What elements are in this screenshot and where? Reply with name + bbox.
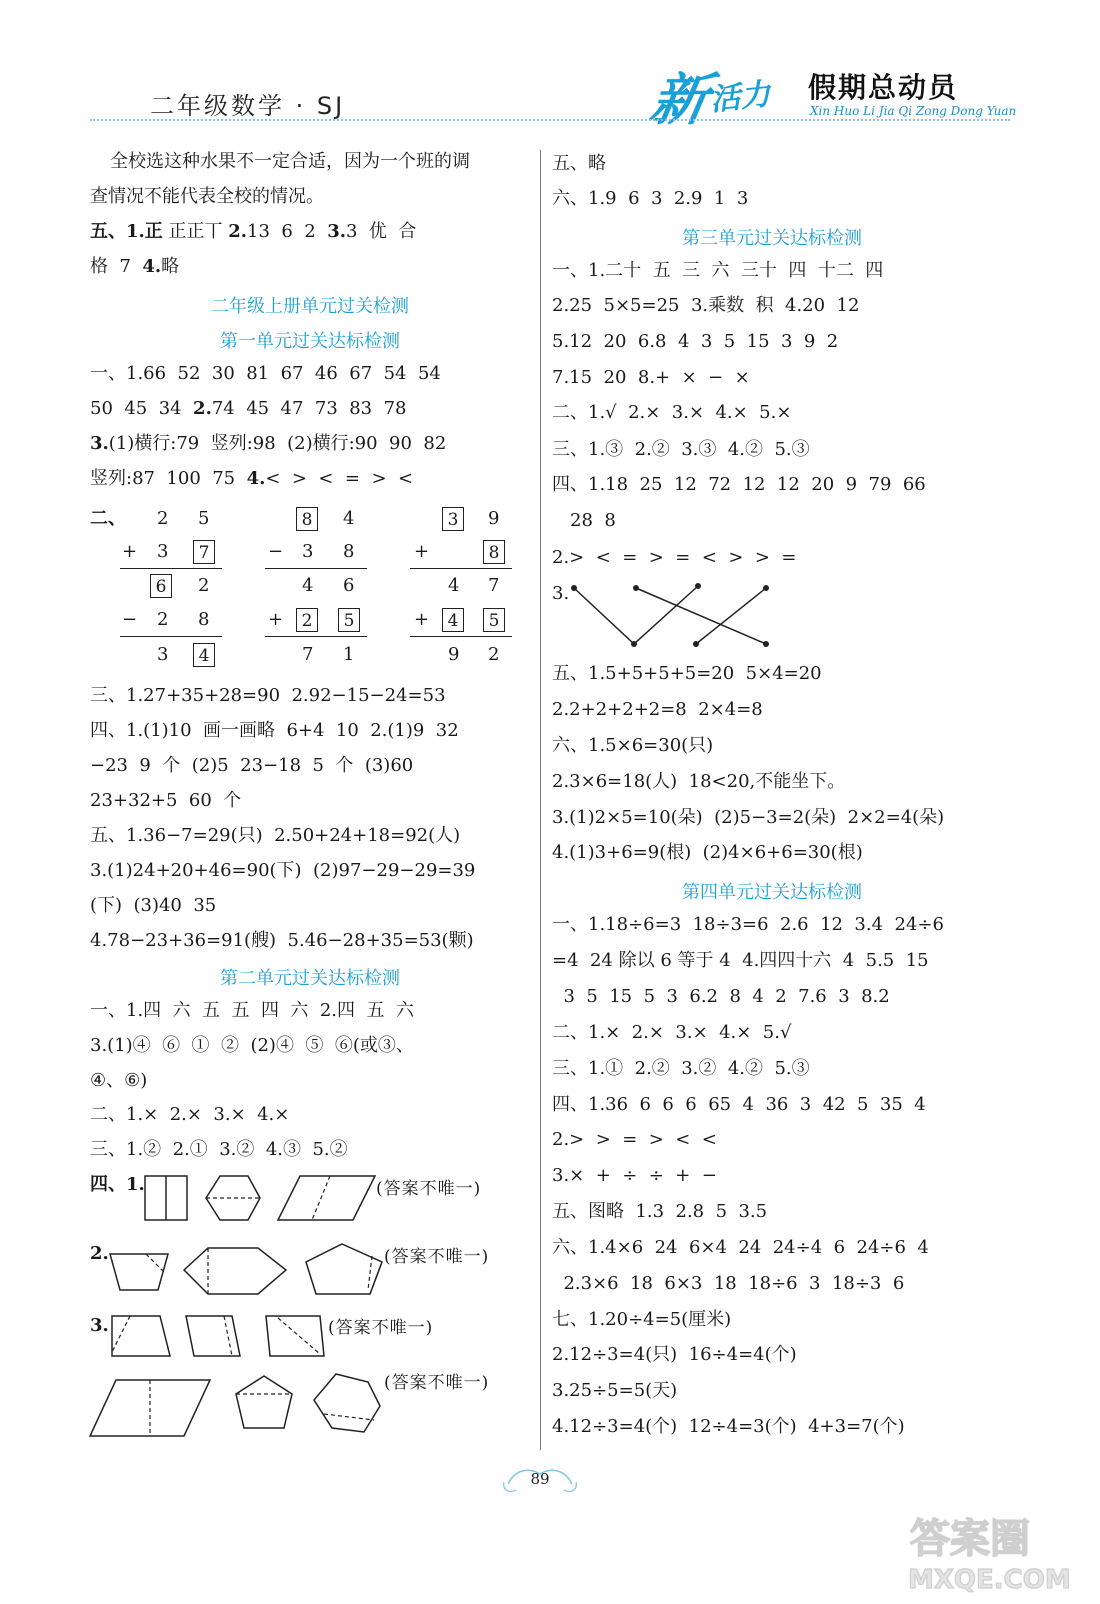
- answer-line: 5.12 20 6.8 4 3 5 15 3 9 2: [552, 331, 839, 352]
- operator: −: [122, 609, 138, 630]
- digit: 1: [343, 644, 355, 665]
- digit: 4: [302, 575, 314, 596]
- question-label: 四、1.: [90, 1174, 145, 1195]
- answer-line: 2.> > = > < <: [552, 1129, 717, 1150]
- watermark-top: 答案圈: [910, 1516, 1030, 1562]
- answer-seg: (1)横行:79 竖列:98 (2)横行:90 90 82: [108, 433, 447, 454]
- answer-line: 五、1.36−7=29(只) 2.50+24+18=92(人): [90, 825, 461, 846]
- answer-seg: 竖列:87 100 75: [90, 468, 247, 489]
- digit: 7: [302, 644, 314, 665]
- answer-line: 五、图略 1.3 2.8 5 3.5: [552, 1201, 768, 1222]
- digit: 6: [343, 575, 355, 596]
- sum-line: [265, 636, 367, 637]
- answer-line: ④、⑥): [90, 1070, 148, 1091]
- digit: 8: [343, 541, 355, 562]
- answer-line: 二、1.√ 2.× 3.× 4.× 5.×: [552, 402, 792, 423]
- answer-line: 五、略: [552, 153, 606, 174]
- digit: 2: [157, 508, 169, 529]
- answer-line: 一、1.二十 五 三 六 三十 四 十二 四: [552, 260, 884, 281]
- answer-line: 23+32+5 60 个: [90, 790, 242, 811]
- answer-line: 28 8: [570, 510, 616, 531]
- answer-seg: 3.: [90, 433, 109, 454]
- geometry-figure: [108, 1312, 328, 1362]
- answer-line: 三、1.③ 2.② 3.③ 4.② 5.③: [552, 439, 810, 460]
- answer-line: 3.(1)24+20+46=90(下) (2)97−29−29=39: [90, 860, 476, 881]
- digit: 3: [157, 541, 169, 562]
- digit: 3: [302, 541, 314, 562]
- section-title: 第四单元过关达标检测: [682, 882, 862, 903]
- question-label: 二、: [90, 508, 126, 529]
- answer-line: (下) (3)40 35: [90, 895, 217, 916]
- answer-box: 5: [338, 608, 360, 632]
- answer-line: 三、1.27+35+28=90 2.92−15−24=53: [90, 685, 446, 706]
- matching-lines-figure: [570, 582, 780, 652]
- operator: +: [122, 541, 138, 562]
- brand-logo-big: 新: [645, 68, 709, 133]
- sum-line: [120, 636, 222, 637]
- answer-line: 二、1.× 2.× 3.× 4.×: [90, 1104, 290, 1125]
- answer-line: 2.2+2+2+2=8 2×4=8: [552, 699, 763, 720]
- answer-line: =4 24 除以 6 等于 4 4.四四十六 4 5.5 15: [552, 950, 929, 971]
- answer-box: 8: [296, 507, 318, 531]
- answer-line: 查情况不能代表全校的情况。: [90, 186, 324, 207]
- answer-box: 4: [442, 608, 464, 632]
- note-text: (答案不唯一): [384, 1247, 490, 1267]
- answer-line: −23 9 个 (2)5 23−18 5 个 (3)60: [90, 755, 414, 776]
- answer-line: 3.(1)④ ⑥ ① ② (2)④ ⑤ ⑥(或③、: [90, 1035, 414, 1056]
- brand-pinyin: Xin Huo Li Jia Qi Zong Dong Yuan: [810, 104, 1017, 118]
- operator: +: [414, 609, 430, 630]
- answer-box: 8: [483, 540, 505, 564]
- note-text: (答案不唯一): [328, 1318, 434, 1338]
- answer-line: 3.× + ÷ ÷ + −: [552, 1165, 717, 1186]
- note-text: (答案不唯一): [376, 1179, 482, 1199]
- answer-line: 三、1.② 2.① 3.② 4.③ 5.②: [90, 1139, 348, 1160]
- digit: 8: [198, 609, 210, 630]
- question-label: 3.: [90, 1315, 109, 1336]
- sum-line: [410, 636, 512, 637]
- answer-line: 3.: [552, 583, 570, 604]
- answer-line: 4.(1)3+6=9(根) (2)4×6+6=30(根): [552, 842, 863, 863]
- answer-box: 3: [442, 507, 464, 531]
- answer-line: 2.25 5×5=25 3.乘数 积 4.20 12: [552, 295, 860, 316]
- answer-seg: 4.: [246, 468, 266, 489]
- brand-title: 假期总动员: [808, 71, 959, 104]
- digit: 9: [448, 644, 460, 665]
- answer-line: 四、1.18 25 12 72 12 12 20 9 79 66: [552, 474, 926, 495]
- answer-line: 2.3×6=18(人) 18<20,不能坐下。: [552, 771, 846, 792]
- geometry-figure: [88, 1370, 388, 1440]
- question-label: 2.: [90, 1243, 109, 1264]
- sum-line: [265, 568, 367, 569]
- answer-seg: 五、1.正: [90, 221, 163, 242]
- answer-seg: 3 优 合: [345, 221, 417, 242]
- answer-line: 四、1.36 6 6 6 65 4 36 3 42 5 35 4: [552, 1094, 926, 1115]
- digit: 3: [157, 644, 169, 665]
- answer-line: [90, 255, 179, 279]
- column-divider: [540, 150, 541, 1450]
- digit: 9: [488, 508, 500, 529]
- section-title: 第三单元过关达标检测: [682, 228, 862, 249]
- answer-line: 六、1.5×6=30(只): [552, 735, 714, 756]
- operator: −: [268, 541, 284, 562]
- answer-line: 七、1.20÷4=5(厘米): [552, 1309, 732, 1330]
- watermark-logo-mark: [900, 1500, 1100, 1600]
- answer-line: [90, 220, 416, 244]
- section-title: 二年级上册单元过关检测: [211, 296, 409, 317]
- digit: 5: [198, 508, 210, 529]
- sum-line: [120, 568, 222, 569]
- answer-line: 2.> < = > = < > > =: [552, 547, 797, 568]
- answer-line: 六、1.9 6 3 2.9 1 3: [552, 188, 749, 209]
- answer-box: 7: [193, 540, 215, 564]
- digit: 2: [488, 644, 500, 665]
- operator: +: [268, 609, 284, 630]
- page-number-text: 89: [530, 1470, 550, 1488]
- sum-line: [410, 568, 512, 569]
- header-divider: [90, 119, 1010, 121]
- page-number: [500, 1462, 580, 1498]
- answer-seg: 3.: [327, 221, 346, 242]
- answer-seg: 4.: [142, 256, 162, 277]
- answer-box: 2: [296, 608, 318, 632]
- digit: 7: [488, 575, 500, 596]
- answer-seg: 74 45 47 73 83 78: [211, 398, 407, 419]
- answer-seg: 2.: [228, 221, 248, 242]
- answer-box: 6: [150, 574, 172, 598]
- answer-line: 五、1.5+5+5+5=20 5×4=20: [552, 663, 822, 684]
- answer-line: 3.(1)2×5=10(朵) (2)5−3=2(朵) 2×2=4(朵): [552, 807, 945, 828]
- digit: 2: [198, 575, 210, 596]
- answer-line: 3.25÷5=5(天): [552, 1380, 678, 1401]
- answer-line: 7.15 20 8.+ × − ×: [552, 367, 750, 388]
- note-text: (答案不唯一): [384, 1373, 490, 1393]
- answer-line: 一、1.四 六 五 五 四 六 2.四 五 六: [90, 1000, 414, 1021]
- answer-seg: 格 7: [90, 256, 143, 277]
- brand-logo-mid: 活力: [708, 76, 773, 119]
- geometry-figure: [108, 1240, 388, 1300]
- answer-line: [90, 397, 407, 421]
- answer-line: 全校选这种水果不一定合适，因为一个班的调: [110, 151, 470, 172]
- answer-line: 4.12÷3=4(个) 12÷4=3(个) 4+3=7(个): [552, 1416, 905, 1437]
- answer-line: 六、1.4×6 24 6×4 24 24÷4 6 24÷6 4: [552, 1237, 929, 1258]
- operator: +: [414, 541, 430, 562]
- answer-line: 2.3×6 18 6×3 18 18÷6 3 18÷3 6: [552, 1273, 905, 1294]
- answer-line: 3 5 15 5 3 6.2 8 4 2 7.6 3 8.2: [552, 986, 890, 1007]
- answer-line: [90, 432, 446, 456]
- answer-line: 一、1.18÷6=3 18÷3=6 2.6 12 3.4 24÷6: [552, 914, 944, 935]
- answer-line: 四、1.(1)10 画一画略 6+4 10 2.(1)9 32: [90, 720, 459, 741]
- answer-seg: < > < = > <: [265, 468, 414, 489]
- geometry-figure: [140, 1172, 380, 1228]
- answer-seg: 50 45 34: [90, 398, 194, 419]
- section-title: 第一单元过关达标检测: [220, 331, 400, 352]
- answer-line: 三、1.① 2.② 3.② 4.② 5.③: [552, 1058, 810, 1079]
- digit: 2: [157, 609, 169, 630]
- digit: 4: [448, 575, 460, 596]
- answer-seg: 正正丅: [162, 221, 229, 242]
- digit: 4: [343, 508, 355, 529]
- answer-seg: 2.: [193, 398, 212, 419]
- book-subject: 二年级数学 · SJ: [150, 92, 346, 120]
- answer-line: [90, 467, 413, 491]
- watermark-bottom: MXQE.COM: [908, 1565, 1071, 1595]
- answer-line: 二、1.× 2.× 3.× 4.× 5.√: [552, 1022, 792, 1043]
- section-title: 第二单元过关达标检测: [220, 968, 400, 989]
- answer-box: 5: [483, 608, 505, 632]
- answer-box: 4: [193, 643, 215, 667]
- answer-line: 4.78−23+36=91(艘) 5.46−28+35=53(颗): [90, 930, 474, 951]
- answer-seg: 13 6 2: [247, 221, 328, 242]
- answer-line: 一、1.66 52 30 81 67 46 67 54 54: [90, 363, 441, 384]
- answer-line: 2.12÷3=4(只) 16÷4=4(个): [552, 1344, 797, 1365]
- answer-seg: 略: [161, 256, 180, 277]
- watermark-logo: [900, 1500, 1100, 1600]
